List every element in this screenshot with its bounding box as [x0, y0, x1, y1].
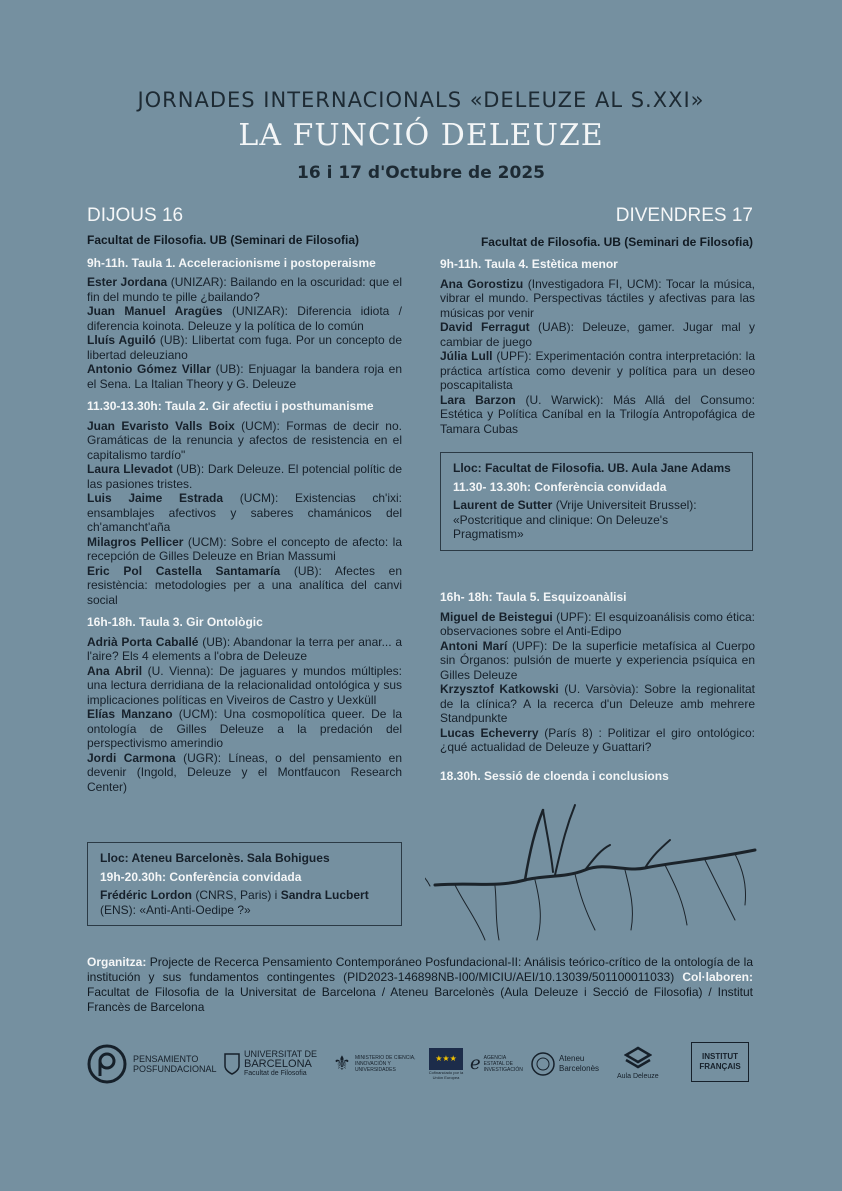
talk [87, 751, 402, 795]
keynote-talk [100, 888, 389, 917]
speaker: Antoni Marí [440, 638, 508, 653]
talk-title: (ENS): «Anti-Anti-Oedipe ?» [100, 902, 251, 917]
talk-title: (U. Vienna): De jaguares y mundos múltiples: una lectura derridiana de la relacionalidad ontológica y sus implicaciones políticas en Viveiros de Castro y Uexküll [87, 663, 402, 707]
logo-text: MINISTERIO DE CIENCIA, INNOVACIÓN Y UNIVERSIDADES [354, 1055, 416, 1073]
speaker: Juan Manuel Aragües [87, 304, 223, 318]
talk [87, 564, 402, 608]
conference-title: LA FUNCIÓ DELEUZE [238, 118, 604, 153]
talk-title: (UCM): Formas de decir no. Gramáticas de la renuncia y afectos de resistencia en el capitalismo tardío" [87, 418, 402, 462]
talk [87, 362, 402, 391]
talk-title: (UCM): Una cosmopolítica queer. De la ontología de Gilles Deleuze a la predación del perspectivismo amerindio [87, 707, 402, 750]
speaker: Ester Jordana [87, 275, 168, 289]
aei-icon: ℯ [470, 1053, 481, 1074]
talk-title: (UCM): Sobre el concepto de afecto: la recepción de Gilles Deleuze en Brian Massumi [87, 534, 402, 563]
talk-title: (Investigadora FI, UCM): Tocar la música, vibrar el mundo. Perspectivas táctiles y afectivas para las músicas por venir [440, 276, 755, 320]
day-friday: DIVENDRES 17 [615, 205, 753, 226]
speaker: Laura Llevadot [87, 462, 173, 476]
eu-flag-icon: ★★★ [429, 1048, 463, 1070]
speaker: Luis Jaime Estrada [87, 491, 224, 505]
speaker: Milagros Pellicer [87, 534, 184, 549]
logo-institut-francais [691, 1042, 749, 1082]
logo-text: Barcelonès [559, 1064, 600, 1073]
affiliation: (CNRS, Paris) i [192, 888, 281, 902]
collaborators-text: Facultat de Filosofia de la Universitat de Barcelona / Ateneu Barcelonès (Aula Deleuze i Secció de Filosofia) / Institut Francès de Barcelona [87, 985, 753, 1014]
thursday-program [87, 233, 402, 794]
talk [87, 462, 402, 491]
talk [87, 635, 402, 664]
conference-dates: 16 i 17 d'Octubre de 2025 [297, 163, 545, 183]
talk [87, 491, 402, 535]
speaker: Lucas Echeverry [440, 725, 539, 740]
friday-morning-program [440, 249, 755, 436]
speaker: Ana Abril [87, 663, 143, 678]
talk [440, 610, 755, 639]
logo-text: PENSAMIENTO [133, 1054, 199, 1064]
keynote-box-friday [440, 452, 753, 551]
ub-shield-icon [224, 1053, 240, 1075]
friday-afternoon-program [440, 582, 755, 788]
logo-text: Facultat de Filosofia [244, 1070, 307, 1077]
keynote-session: 19h-20.30h: Conferència convidada [100, 869, 302, 884]
talk [440, 277, 755, 321]
talk-title: (UB): Dark Deleuze. El potencial polític de las pasiones tristes. [87, 462, 402, 491]
talk-title: (París 8) : Politizar el giro ontológico: ¿qué actualidad de Deleuze y Guattari? [440, 725, 755, 754]
session-heading: 16h- 18h: Taula 5. Esquizoanàlisi [440, 590, 627, 604]
talk [87, 535, 402, 564]
talk-title: (UPF): El esquizoanálisis como ética: observaciones sobre el Anti-Edipo [440, 609, 755, 638]
speaker: Sandra Lucbert [280, 888, 369, 902]
talk-title: (UAB): Deleuze, gamer. Jugar mal y cambiar de juego [440, 320, 756, 349]
collaborators-label: Col·laboren: [682, 970, 753, 984]
session-heading: 9h-11h. Taula 4. Estètica menor [440, 257, 618, 271]
speaker: Miguel de Beistegui [440, 609, 553, 624]
speaker: Frédéric Lordon [100, 888, 193, 902]
talk-title: (U. Varsòvia): Sobre la regionalitat de la clínica? A la recerca d'un Deleuze amb mehrere Standpunkte [440, 682, 756, 725]
logo-aula-deleuze [617, 1042, 659, 1086]
talk [87, 304, 402, 333]
talk [440, 682, 755, 726]
keynote-session: 11.30- 13.30h: Conferència convidada [453, 479, 667, 494]
logo-ub [224, 1042, 317, 1086]
keynote-talk [453, 498, 740, 542]
talk [440, 320, 755, 349]
root-illustration [425, 790, 765, 950]
talk [440, 726, 755, 755]
speaker: Júlia Lull [440, 349, 493, 363]
logo-text: Cofinanciado por la Unión Europea [428, 1070, 464, 1080]
keynote-place: Lloc: Facultat de Filosofia. UB. Aula Jane Adams [453, 461, 731, 475]
talk-title: (U. Warwick): Más Allá del Consumo: Estética y Política Caníbal en la Trilogía Antropofágica de Tamara Cubas [440, 392, 756, 436]
organizer-label: Organitza: [87, 955, 147, 969]
ateneu-seal-icon [530, 1051, 556, 1077]
talk-title: (UPF): Experimentación contra interpretación: la práctica artística como devenir y política para un deseo poscapitalista [440, 349, 756, 392]
aula-deleuze-icon [624, 1046, 652, 1072]
speaker: Jordi Carmona [87, 750, 176, 765]
talk-title: (UNIZAR): Bailando en la oscuridad: que el fin del mundo te pille ¿bailando? [87, 275, 402, 304]
speaker: Laurent de Sutter [453, 498, 553, 512]
logo-ateneu [530, 1042, 599, 1086]
logo-pensamiento-posfundacional [87, 1042, 217, 1086]
speaker: Krzysztof Katkowski [440, 682, 559, 696]
logo-text: INSTITUT [702, 1052, 738, 1061]
speaker: Juan Evaristo Valls Boix [87, 418, 235, 433]
venue: Facultat de Filosofia. UB (Seminari de Filosofia) [480, 235, 753, 249]
talk [87, 664, 402, 708]
logo-text: AGENCIA ESTATAL DE INVESTIGACIÓN [483, 1055, 523, 1073]
logo-text: Aula Deleuze [617, 1073, 659, 1080]
logo-text: Ateneu [559, 1054, 585, 1063]
logo-text: BARCELONA [244, 1058, 312, 1070]
sponsor-logos [87, 1042, 753, 1092]
talk [440, 349, 755, 393]
logo-eu [427, 1042, 465, 1086]
talk-title: (UB): Llibertat com fuga. Por un concepto de libertad deleuziano [87, 333, 403, 362]
speaker: Elías Manzano [87, 707, 173, 721]
speaker: Ana Gorostizu [440, 276, 524, 291]
speaker: Eric Pol Castella Santamaría [87, 563, 281, 578]
talk [87, 333, 402, 362]
coat-of-arms-icon: ⚜ [333, 1053, 351, 1075]
talk-title: (UB): Afectes en resistència: metodologies per a una analítica del canvi social [87, 563, 403, 607]
speaker: Antonio Gómez Villar [87, 362, 211, 376]
session-heading: 11.30-13.30h: Taula 2. Gir afectiu i posthumanisme [87, 399, 374, 413]
keynote-box-thursday [87, 842, 402, 926]
logo-text: POSFUNDACIONAL [133, 1064, 217, 1074]
talk [440, 639, 755, 683]
talk [87, 419, 402, 463]
talk-title: (UGR): Líneas, o del pensamiento en devenir (Ingold, Deleuze y el Montfaucon Research Center) [87, 750, 403, 794]
talk-title: (UNIZAR): Diferencia idiota / diferencia koinota. Deleuze y la política de lo común [87, 304, 403, 333]
talk-title: (UPF): De la superficie metafísica al Cuerpo sin Órganos: pulsión de muerte y experiencia psíquica en Gilles Deleuze [440, 638, 755, 682]
talk-title: (Vrije Universiteit Brussel): «Postcritique and clinique: On Deleuze's Pragmatism» [453, 498, 697, 541]
speaker: Adrià Porta Caballé [87, 634, 199, 649]
talk [440, 393, 755, 437]
talk-title: (UCM): Existencias ch'ixi: ensamblajes afectivos y saberes chamánicos del ch'amancht'aña [87, 491, 403, 534]
conference-series-title: JORNADES INTERNACIONALS «DELEUZE AL S.XXI» [137, 88, 705, 112]
session-heading: 9h-11h. Taula 1. Acceleracionisme i postoperaisme [87, 255, 376, 270]
pensamiento-icon [87, 1044, 127, 1084]
logo-text: FRANÇAIS [699, 1062, 741, 1071]
keynote-place: Lloc: Ateneu Barcelonès. Sala Bohigues [100, 851, 330, 865]
speaker: Lluís Aguiló [87, 333, 156, 347]
logo-ministerio [333, 1042, 423, 1086]
logo-aei [470, 1042, 523, 1086]
talk-title: (UB): Abandonar la terra per anar... a l'aire? Els 4 elements a l'obra de Deleuze [87, 634, 402, 663]
talk-title: (UB): Enjuagar la bandera roja en el Sena. La Italian Theory y G. Deleuze [87, 362, 402, 391]
talk [87, 707, 402, 751]
day-thursday: DIJOUS 16 [87, 205, 184, 226]
logo-text: UNIVERSITAT DE [244, 1049, 318, 1059]
session-heading: 16h-18h. Taula 3. Gir Ontològic [87, 615, 263, 629]
credits [87, 955, 753, 1015]
organizer-text: Projecte de Recerca Pensamiento Contemporáneo Posfundacional-II: Análisis teórico-crítico de la ontología de la institución y sus fundamentos contingentes (PID2023-146898NB-I00/MICIU/AEI/10.13039/501100011033) [87, 955, 753, 984]
talk [87, 275, 402, 304]
speaker: David Ferragut [440, 320, 530, 334]
speaker: Lara Barzon [440, 392, 516, 407]
closing-session: 18.30h. Sessió de cloenda i conclusions [440, 768, 669, 783]
venue: Facultat de Filosofia. UB (Seminari de Filosofia) [87, 233, 360, 247]
